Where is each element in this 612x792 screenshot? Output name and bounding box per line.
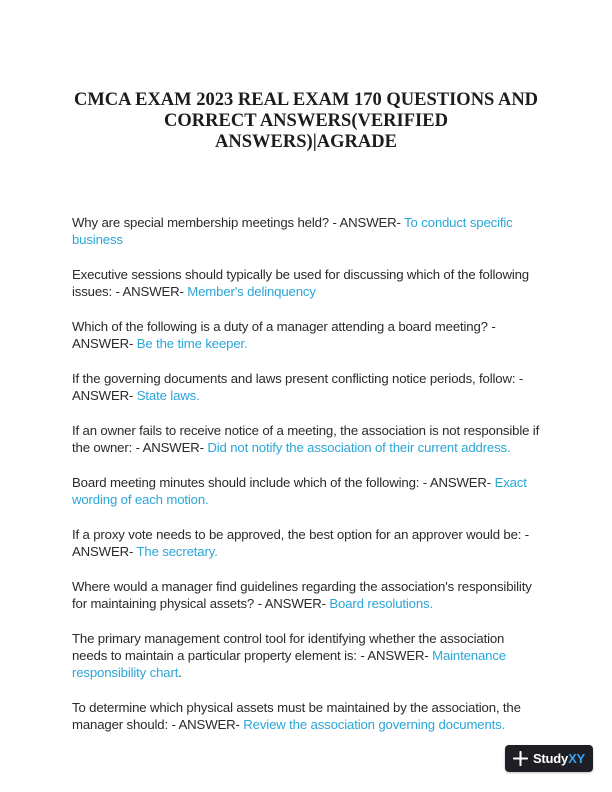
qa-item <box>72 214 540 248</box>
answer-text: To conduct specific business <box>72 215 513 247</box>
question-text: If a proxy vote needs to be approved, the best option for an approver would be: <box>72 527 522 542</box>
answer-separator: - ANSWER- <box>112 284 188 299</box>
plus-icon <box>513 751 528 766</box>
title-line: CMCA EXAM 2023 REAL EXAM 170 QUESTIONS AND <box>73 90 539 110</box>
question-text: If the governing documents and laws present conflicting notice periods, follow: <box>72 371 516 386</box>
answer-text: Review the association governing documents. <box>243 717 506 732</box>
question-answer-list <box>72 214 540 751</box>
question-text: Board meeting minutes should include which of the following: <box>72 475 420 490</box>
document-title <box>60 90 552 153</box>
brand-name <box>533 751 585 766</box>
answer-text: Maintenance responsibility chart <box>72 648 506 680</box>
question-text: Which of the following is a duty of a manager attending a board meeting? <box>72 319 488 334</box>
answer-separator: - ANSWER- <box>72 371 524 403</box>
question-text: To determine which physical assets must be maintained by the association, the manager should: <box>72 700 521 732</box>
question-text: Where would a manager find guidelines regarding the association's responsibility for maintaining physical assets? <box>72 579 532 611</box>
answer-text: The secretary. <box>136 544 218 559</box>
answer-separator: - ANSWER- <box>168 717 244 732</box>
question-text: Executive sessions should typically be used for discussing which of the following issues: <box>72 267 529 299</box>
answer-text: State laws. <box>136 388 200 403</box>
qa-item <box>72 266 540 300</box>
answer-trailing: . <box>178 665 182 680</box>
answer-separator: - ANSWER- <box>356 648 433 663</box>
answer-separator: - ANSWER- <box>132 440 208 455</box>
qa-item <box>72 526 540 560</box>
qa-item <box>72 474 540 508</box>
answer-text: Be the time keeper. <box>136 336 248 351</box>
answer-separator: - ANSWER- <box>254 596 330 611</box>
question-text: If an owner fails to receive notice of a meeting, the association is not responsible if the owner: <box>72 423 540 455</box>
studyxy-badge[interactable] <box>505 745 593 772</box>
qa-item <box>72 699 540 733</box>
brand-accent: XY <box>568 751 586 766</box>
title-line: ANSWERS)|AGRADE <box>215 132 397 152</box>
title-line: CORRECT ANSWERS(VERIFIED <box>164 111 448 131</box>
qa-item <box>72 578 540 612</box>
answer-text: Exact wording of each motion. <box>72 475 527 507</box>
answer-separator: - ANSWER- <box>329 215 405 230</box>
qa-item <box>72 318 540 352</box>
question-text: The primary management control tool for identifying whether the association needs to maintain a particular property element is: <box>72 631 505 663</box>
brand-main: Study <box>532 751 569 766</box>
question-text: Why are special membership meetings held? <box>72 215 329 230</box>
answer-text: Member's delinquency <box>187 284 316 299</box>
qa-item <box>72 370 540 404</box>
qa-item <box>72 422 540 456</box>
answer-separator: - ANSWER- <box>72 319 496 351</box>
answer-text: Did not notify the association of their current address. <box>207 440 511 455</box>
answer-separator: - ANSWER- <box>72 527 530 559</box>
answer-text: Board resolutions. <box>329 596 433 611</box>
qa-item <box>72 630 540 681</box>
answer-separator: - ANSWER- <box>419 475 495 490</box>
